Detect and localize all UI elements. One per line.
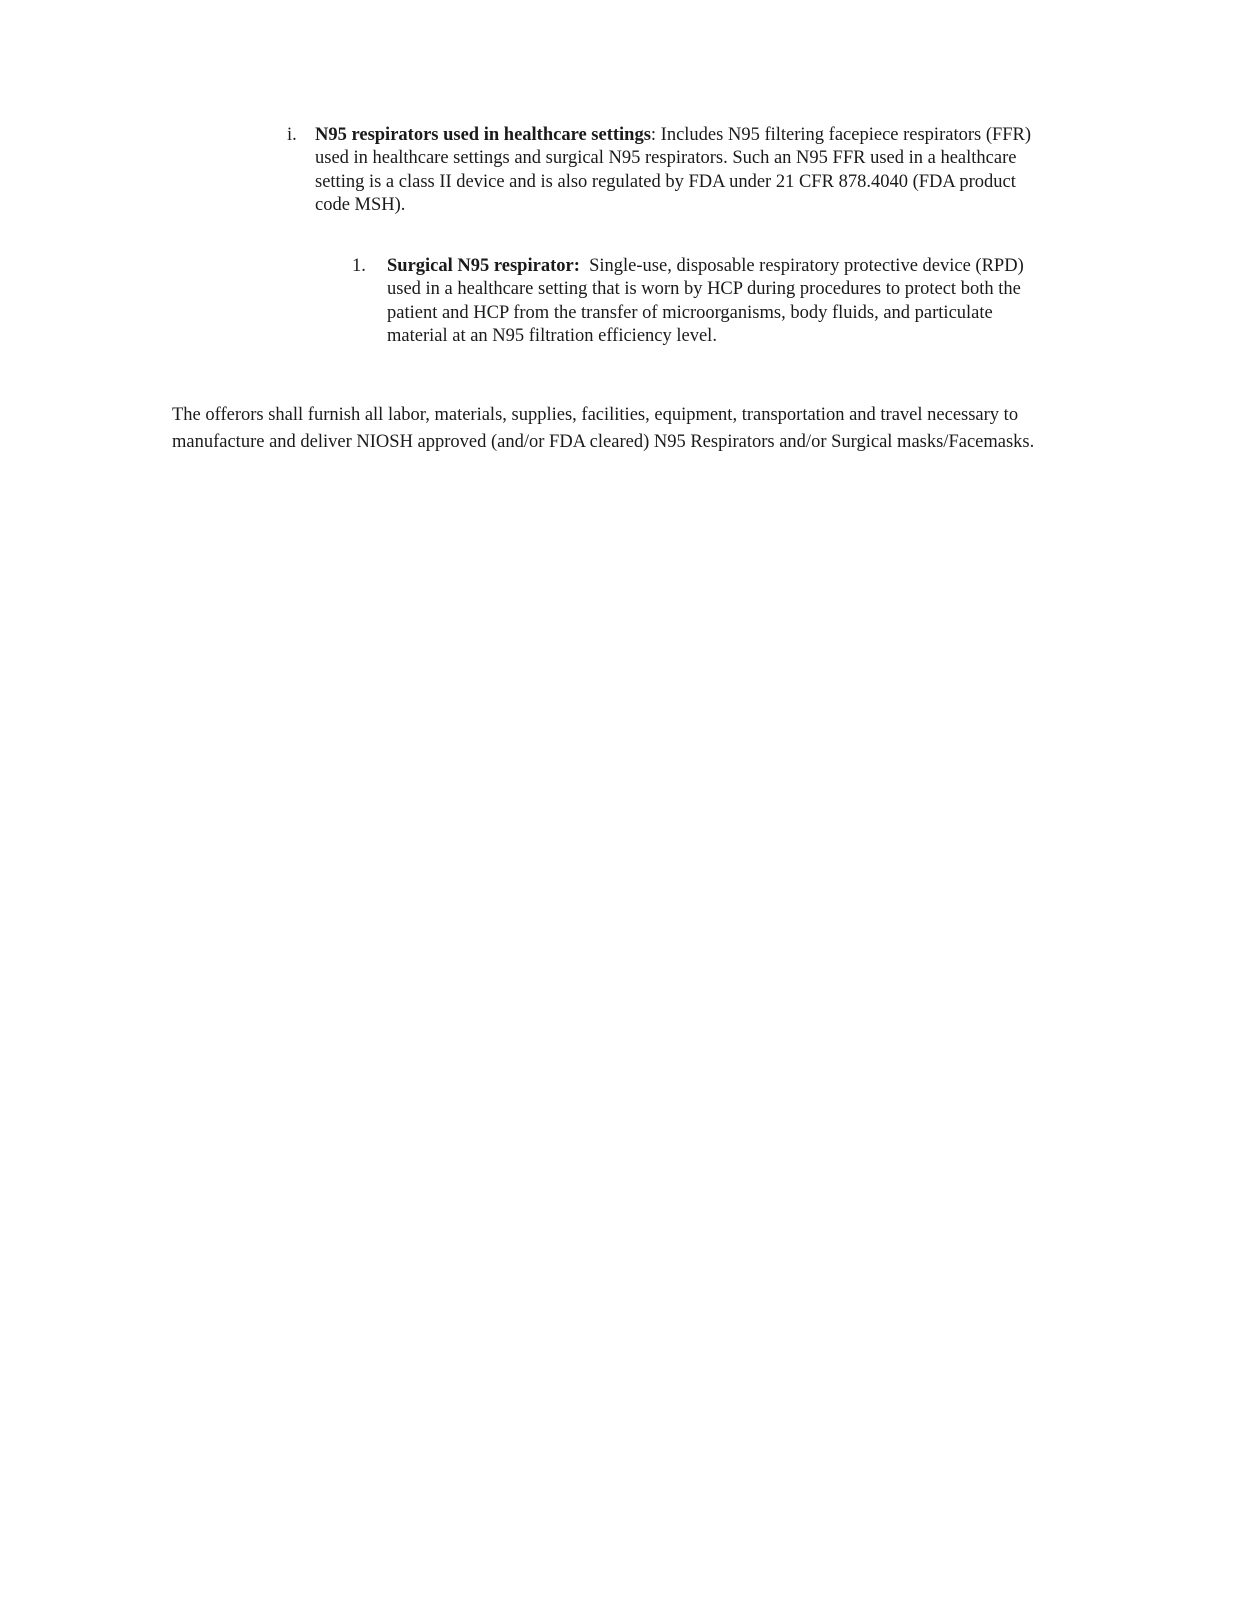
list-item-term: Surgical N95 respirator: (387, 256, 580, 276)
list-item-text-line: setting is a class II device and is also regulated by FDA under 21 CFR 878.4040 (FDA product (315, 171, 1016, 192)
list-item-body (315, 124, 1117, 217)
list-item-first-line (387, 255, 1112, 278)
list-item-text-line: code MSH). (315, 194, 406, 215)
list-item-text-line: used in healthcare settings and surgical N95 respirators. Such an N95 FFR used in a healthcare (315, 148, 1017, 169)
list-item-surgical-n95 (352, 255, 1112, 348)
offerors-paragraph (172, 402, 1132, 455)
list-item-text-line: Single-use, disposable respiratory protective device (RPD) (579, 256, 1024, 276)
list-marker-number: 1. (352, 256, 366, 276)
list-item-text-line: material at an N95 filtration efficiency level. (387, 325, 717, 346)
list-item-n95-healthcare (287, 124, 1117, 217)
list-item-text-line: patient and HCP from the transfer of microorganisms, body fluids, and particulate (387, 302, 993, 323)
paragraph-line: manufacture and deliver NIOSH approved (and/or FDA cleared) N95 Respirators and/or Surgical masks/Facemasks. (172, 431, 1035, 452)
paragraph-line: The offerors shall furnish all labor, materials, supplies, facilities, equipment, transportation and travel necessary to (172, 405, 1019, 425)
list-item-text-line: used in a healthcare setting that is worn by HCP during procedures to protect both the (387, 279, 1021, 300)
list-marker-roman: i. (287, 125, 297, 145)
list-item-first-line (315, 124, 1117, 147)
list-item-body (387, 255, 1112, 348)
list-item-text-line: : Includes N95 filtering facepiece respirators (FFR) (650, 125, 1032, 145)
list-item-term: N95 respirators used in healthcare settings (315, 125, 651, 145)
